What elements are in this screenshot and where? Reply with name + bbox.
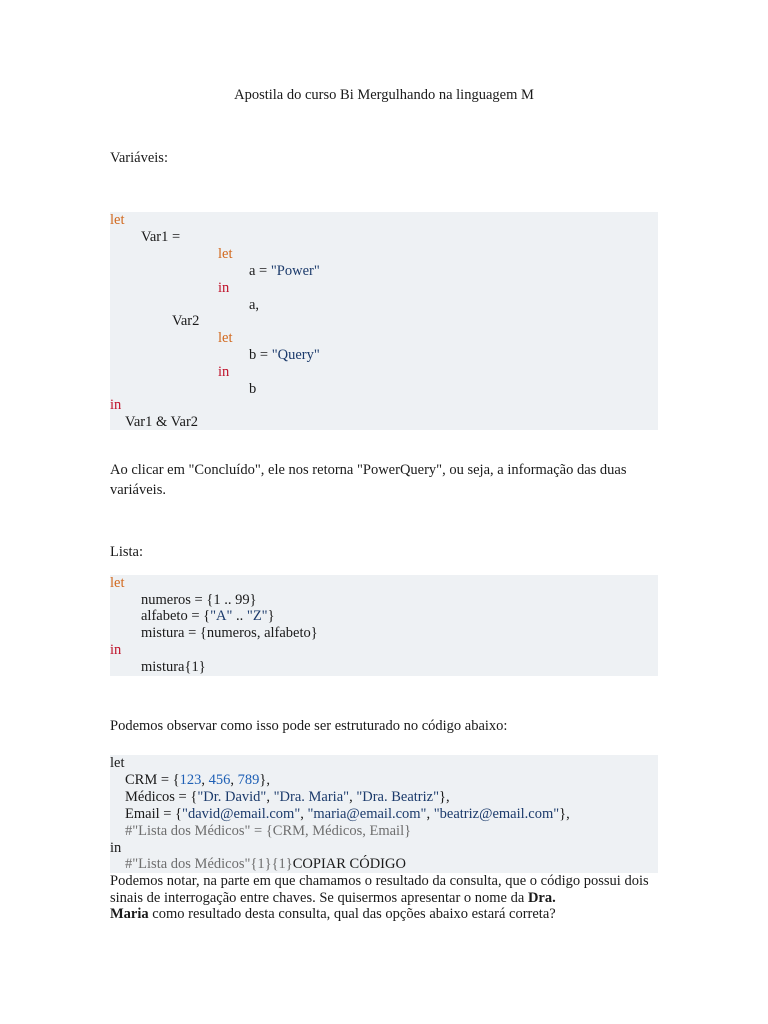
code-text: b = — [249, 347, 272, 363]
paragraph-intro-codigo: Podemos observar como isso pode ser estruturado no código abaixo: — [110, 718, 508, 734]
code-string: "Z" — [246, 608, 268, 624]
code-keyword-let: let — [110, 755, 125, 771]
section-heading-variaveis: Variáveis: — [110, 150, 168, 166]
code-line: #"Lista dos Médicos" = {CRM, Médicos, Email} — [125, 823, 412, 839]
code-text: , — [201, 772, 209, 788]
code-text: Médicos = { — [125, 789, 198, 805]
code-line: numeros = {1 .. 99} — [141, 592, 257, 608]
code-text: Email = { — [125, 806, 183, 822]
code-line — [125, 856, 406, 872]
bold-text: Maria — [110, 906, 149, 922]
document-title: Apostila do curso Bi Mergulhando na linguagem M — [234, 87, 534, 103]
code-block-lista — [110, 575, 658, 676]
paragraph-text: como resultado desta consulta, qual das opções abaixo estará correta? — [148, 906, 556, 922]
code-text: , — [426, 806, 434, 822]
code-keyword-in: in — [218, 280, 230, 296]
code-keyword-let: let — [110, 212, 125, 228]
paragraph-concluido: Ao clicar em "Concluído", ele nos retorna "PowerQuery", ou seja, a informação das duas variáveis. — [110, 462, 627, 498]
code-string: "maria@email.com" — [307, 806, 427, 822]
code-line — [249, 347, 320, 363]
code-line: mistura{1} — [141, 659, 206, 675]
copy-code-link[interactable]: COPIAR CÓDIGO — [292, 856, 406, 872]
code-keyword-in: in — [110, 397, 122, 413]
code-line: a, — [249, 297, 260, 313]
code-text: CRM = { — [125, 772, 180, 788]
code-string: "Query" — [271, 347, 320, 363]
code-text: alfabeto = { — [141, 608, 211, 624]
code-text: .. — [232, 608, 247, 624]
section-heading-lista: Lista: — [110, 544, 144, 560]
code-keyword-let: let — [110, 575, 125, 591]
code-text: , — [349, 789, 357, 805]
code-keyword-let: let — [218, 246, 233, 262]
code-text: } — [267, 608, 275, 624]
code-text: , — [266, 789, 274, 805]
code-keyword-in: in — [110, 642, 122, 658]
code-number: 123 — [179, 772, 202, 788]
code-text: }, — [559, 806, 570, 822]
code-number: 456 — [208, 772, 231, 788]
code-line — [125, 789, 450, 805]
code-string: "beatriz@email.com" — [433, 806, 560, 822]
code-block-medicos — [110, 755, 658, 873]
code-block-variaveis — [110, 212, 658, 430]
code-text: , — [230, 772, 238, 788]
code-string: "Dra. Beatriz" — [356, 789, 440, 805]
code-text: , — [300, 806, 308, 822]
code-line — [125, 806, 570, 822]
code-text: a = — [249, 263, 271, 279]
code-line: Var1 & Var2 — [125, 414, 199, 430]
code-text: }, — [439, 789, 450, 805]
code-keyword-in: in — [110, 840, 122, 856]
code-string: "A" — [210, 608, 233, 624]
bold-text: Dra. — [527, 889, 556, 906]
code-line: b — [249, 381, 257, 397]
code-string: "Dr. David" — [197, 789, 267, 805]
code-text: #"Lista dos Médicos"{1}{1} — [125, 856, 293, 872]
code-line — [249, 263, 320, 279]
code-string: "Power" — [270, 263, 320, 279]
code-line: Var2 — [172, 313, 200, 329]
code-line: mistura = {numeros, alfabeto} — [141, 625, 318, 641]
paragraph-question — [110, 873, 666, 923]
code-line — [125, 772, 270, 788]
code-line: Var1 = — [141, 229, 181, 245]
paragraph-text: Podemos notar, na parte em que chamamos o resultado da consulta, que o código possui dois sinais de interrogação entre chaves. Se quisermos apresentar o nome da — [110, 873, 649, 906]
code-line — [141, 608, 275, 624]
code-keyword-in: in — [218, 364, 230, 380]
code-number: 789 — [237, 772, 260, 788]
code-string: "Dra. Maria" — [273, 789, 350, 805]
code-keyword-let: let — [218, 330, 233, 346]
code-string: "david@email.com" — [182, 806, 301, 822]
code-text: }, — [259, 772, 270, 788]
